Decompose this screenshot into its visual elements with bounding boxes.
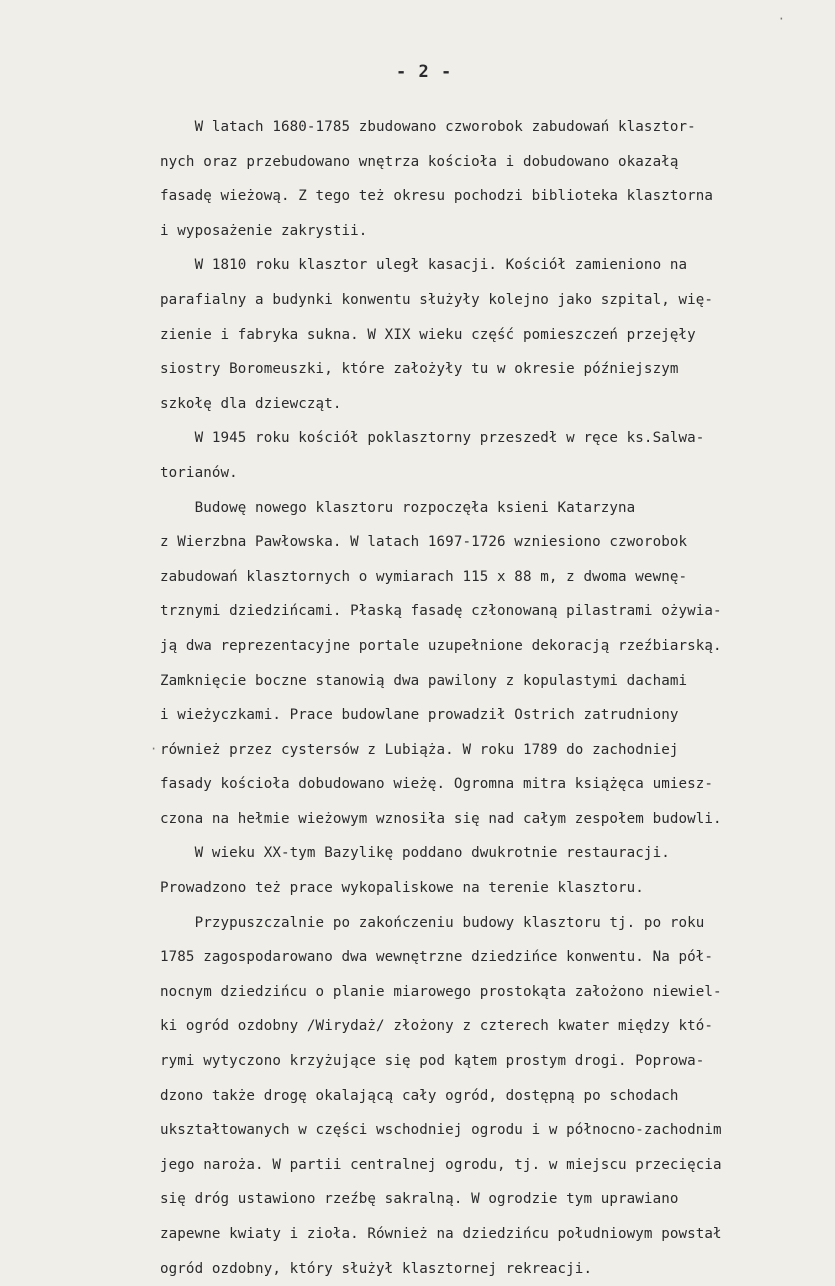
text-line: zapewne kwiaty i zioła. Również na dziedzińcu południowym powstał (160, 1226, 722, 1242)
text-line: zabudowań klasztornych o wymiarach 115 x 88 m, z dwoma wewnę- (160, 568, 688, 585)
text-line: ki ogród ozdobny /Wirydaż/ złożony z czterech kwater między któ- (160, 1018, 714, 1035)
text-line: jego naroża. W partii centralnej ogrodu, tj. w miejscu przecięcia (160, 1156, 722, 1173)
text-line: ukształtowanych w części wschodniej ogrodu i w północno-zachodnim (160, 1122, 722, 1139)
text-line: fasady kościoła dobudowano wieżę. Ogromna mitra książęca umiesz- (160, 776, 714, 793)
text-line: nych oraz przebudowano wnętrza kościoła i dobudowano okazałą (160, 153, 679, 170)
text-line: i wieżyczkami. Prace budowlane prowadził Ostrich zatrudniony (160, 707, 679, 724)
text-line: W 1945 roku kościół poklasztorny przeszedł w ręce ks.Salwa- (160, 430, 705, 447)
text-line: Prowadzono też prace wykopaliskowe na terenie klasztoru. (160, 880, 644, 897)
text-line: ogród ozdobny, który służył klasztornej rekreacji. (160, 1260, 593, 1277)
text-line: nocnym dziedzińcu o planie miarowego prostokąta założono niewiel- (160, 983, 722, 1000)
text-line: czona na hełmie wieżowym wznosiła się nad całym zespołem budowli. (160, 810, 722, 827)
text-line: W wieku XX-tym Bazylikę poddano dwukrotnie restauracji. (160, 845, 670, 862)
page-number: - 2 - (396, 62, 453, 82)
text-line: trznymi dziedzińcami. Płaską fasadę członowaną pilastrami ożywia- (160, 603, 722, 620)
text-line: Zamknięcie boczne stanowią dwa pawilony z kopulastymi dachami (160, 672, 688, 689)
text-line: fasadę wieżową. Z tego też okresu pochodzi biblioteka klasztorna (160, 188, 714, 205)
text-line: dzono także drogę okalającą cały ogród, dostępną po schodach (160, 1087, 679, 1104)
text-line: Przypuszczalnie po zakończeniu budowy klasztoru tj. po roku (160, 914, 705, 931)
text-line: 1785 zagospodarowano dwa wewnętrzne dziedzińce konwentu. Na pół- (160, 949, 714, 966)
body-text (160, 110, 820, 1286)
text-line: parafialny a budynki konwentu służyły kolejno jako szpital, wię- (160, 291, 714, 308)
corner-tick-mark: · (777, 12, 785, 26)
text-line: ją dwa reprezentacyjne portale uzupełnione dekoracją rzeźbiarską. (160, 637, 722, 654)
text-line: szkołę dla dziewcząt. (160, 395, 342, 412)
text-line: siostry Boromeuszki, które założyły tu w okresie późniejszym (160, 361, 679, 378)
text-line: W 1810 roku klasztor uległ kasacji. Kościół zamieniono na (160, 257, 688, 274)
text-line: również przez cystersów z Lubiąża. W roku 1789 do zachodniej (160, 741, 679, 758)
text-line: z Wierzbna Pawłowska. W latach 1697-1726 wzniesiono czworobok (160, 534, 688, 551)
text-line: się dróg ustawiono rzeźbę sakralną. W ogrodzie tym uprawiano (160, 1191, 679, 1208)
text-line: W latach 1680-1785 zbudowano czworobok zabudowań klasztor- (160, 119, 696, 135)
text-line: rymi wytyczono krzyżujące się pod kątem prostym drogi. Poprowa- (160, 1053, 705, 1070)
text-line: torianów. (160, 464, 238, 481)
text-line: zienie i fabryka sukna. W XIX wieku część pomieszczeń przejęły (160, 326, 696, 343)
margin-tick-mark: · (150, 742, 158, 756)
text-line: i wyposażenie zakrystii. (160, 222, 368, 239)
text-line: Budowę nowego klasztoru rozpoczęła ksieni Katarzyna (160, 499, 636, 516)
